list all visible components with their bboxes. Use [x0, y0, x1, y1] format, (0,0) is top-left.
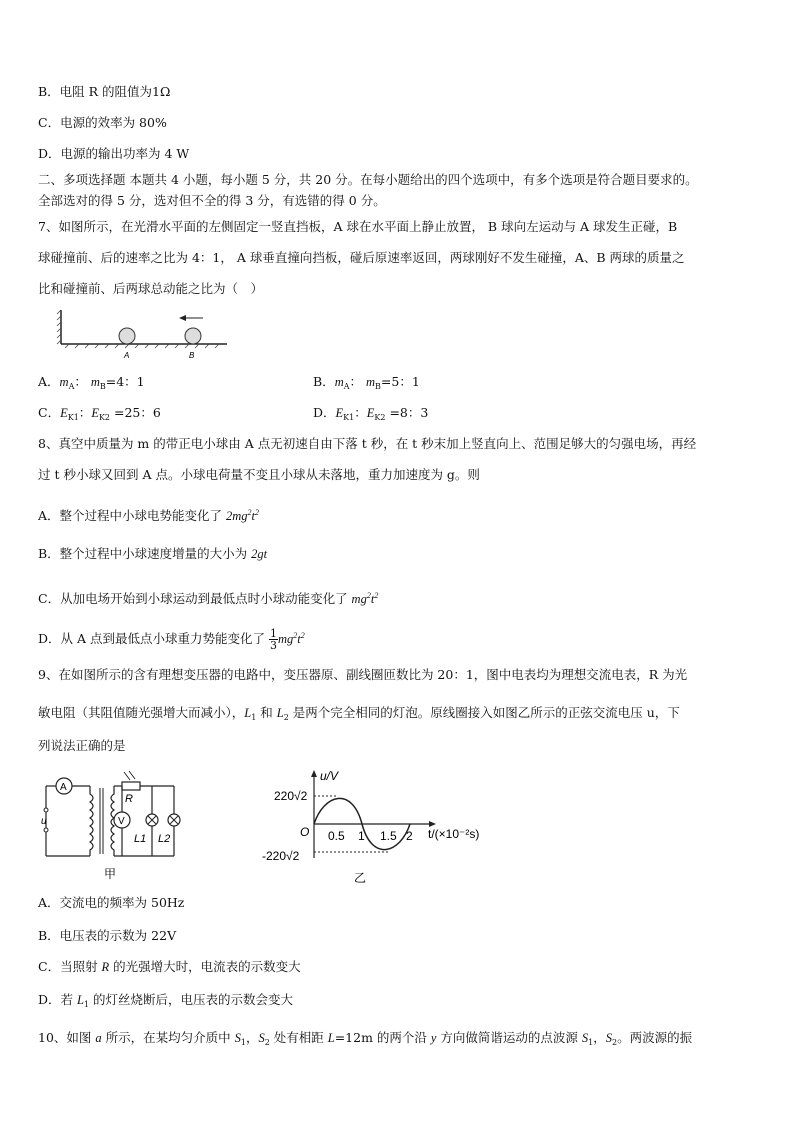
q6-option-c: C．电源的效率为 80%: [38, 115, 167, 130]
q7-collision-figure: [55, 308, 235, 363]
q9-option-a: A．交流电的频率为 50Hz: [38, 895, 185, 910]
q8-option-c: C．从加电场开始到小球运动到最低点时小球动能变化了 $mg^2t^2$: [38, 591, 379, 606]
q7-option-b: B．$m_A$： $m_B=5$：1: [313, 374, 420, 391]
q9-stem-line1: 9、在如图所示的含有理想变压器的电路中，变压器原、副线圈匝数比为 20：1，图中电表均为理想交流电表，R 为光: [38, 667, 688, 682]
q8-stem-line2: 过 t 秒小球又回到 A 点。小球电荷量不变且小球从未落地，重力加速度为 g。则: [38, 467, 480, 482]
q7-stem-line3: 比和碰撞前、后两球总动能之比为（ ）: [38, 281, 264, 296]
label-b: B: [189, 351, 195, 360]
q9-circuit-figure: [38, 768, 188, 886]
graph-xlabel: t/(×10⁻²s): [428, 827, 480, 841]
q7-option-d: D．$E_{K1}$：$E_{K2} =8$：3: [313, 405, 429, 422]
lamp-l2-label: L2: [158, 833, 171, 845]
q7-option-c: C．$E_{K1}$：$E_{K2} =25$：6: [38, 405, 161, 422]
q9-option-c: C．当照射 R 的光强增大时，电流表的示数变大: [38, 959, 301, 974]
q8-option-a: A．整个过程中小球电势能变化了 $2mg^2t^2$: [38, 508, 260, 523]
q9-voltage-graph: [260, 768, 505, 888]
ball-b: [185, 328, 201, 344]
figure-caption-yi: 乙: [354, 871, 367, 885]
resistor-label: R: [125, 793, 133, 805]
section-2-heading: 二、多项选择题 本题共 4 小题，每小题 5 分，共 20 分。在每小题给出的四个选项中，有多个选项是符合题目要求的。: [38, 172, 698, 187]
q9-stem-line2: 敏电阻（其阻值随光强增大而减小），$L_1$ 和 $L_2$ 是两个完全相同的灯泡。原线圈接入如图乙所示的正弦交流电压 u，下: [38, 705, 680, 722]
q7-stem-line2: 球碰撞前、后的速率之比为 4：1， A 球垂直撞向挡板，碰后原速率返回，两球刚好不发生碰撞，A、B 两球的质量之: [38, 250, 685, 265]
section-2-heading-cont: 全部选对的得 5 分，选对但不全的得 3 分，有选错的得 0 分。: [38, 193, 386, 208]
q8-option-d: D．从 A 点到最低点小球重力势能变化了 $\frac{1}{3}$ $mg^2t^2$: [38, 627, 305, 652]
q10-stem-line1: 10、如图 a 所示，在某均匀介质中 $S_1$，$S_2$ 处有相距 L=12m 的两个沿 y 方向做简谐运动的点波源 $S_1$，$S_2$。两波源的振: [38, 1030, 693, 1047]
graph-tick: 0.5: [328, 829, 345, 843]
q7-stem-line1: 7、如图所示，在光滑水平面的左侧固定一竖直挡板，A 球在水平面上静止放置， B 球向左运动与 A 球发生正碰，B: [38, 219, 678, 234]
graph-ymax: 220√2: [274, 789, 308, 803]
graph-tick: 1: [358, 829, 365, 843]
graph-ymin: -220√2: [262, 849, 300, 863]
q9-option-b: B．电压表的示数为 22V: [38, 928, 177, 943]
q8-option-b: B．整个过程中小球速度增量的大小为 2gt: [38, 546, 268, 561]
ammeter-label: A: [60, 782, 67, 793]
graph-origin: O: [300, 825, 310, 839]
ball-a: [119, 328, 135, 344]
q9-option-d: D．若 $L_1$ 的灯丝烧断后，电压表的示数会变大: [38, 992, 294, 1009]
figure-caption-jia: 甲: [104, 867, 117, 881]
graph-tick: 2: [406, 829, 413, 843]
lamp-l1-label: L1: [134, 833, 147, 845]
q6-option-b: B．电阻 R 的阻值为1Ω: [38, 84, 171, 99]
graph-tick: 1.5: [380, 829, 397, 843]
q7-option-a: A．$m_A$： $m_B=4$：1: [38, 374, 145, 391]
resistor-r: [122, 782, 140, 790]
graph-ylabel: u/V: [320, 769, 339, 783]
source-label: u: [41, 816, 47, 827]
q8-stem-line1: 8、真空中质量为 m 的带正电小球由 A 点无初速自由下落 t 秒，在 t 秒末加上竖直向上、范围足够大的匀强电场，再经: [38, 436, 697, 451]
label-a: A: [124, 351, 130, 360]
q6-option-d: D．电源的输出功率为 4 W: [38, 146, 190, 161]
arrow-left-icon: [179, 315, 186, 321]
voltmeter-label: V: [118, 816, 125, 827]
q9-stem-line3: 列说法正确的是: [38, 738, 126, 753]
